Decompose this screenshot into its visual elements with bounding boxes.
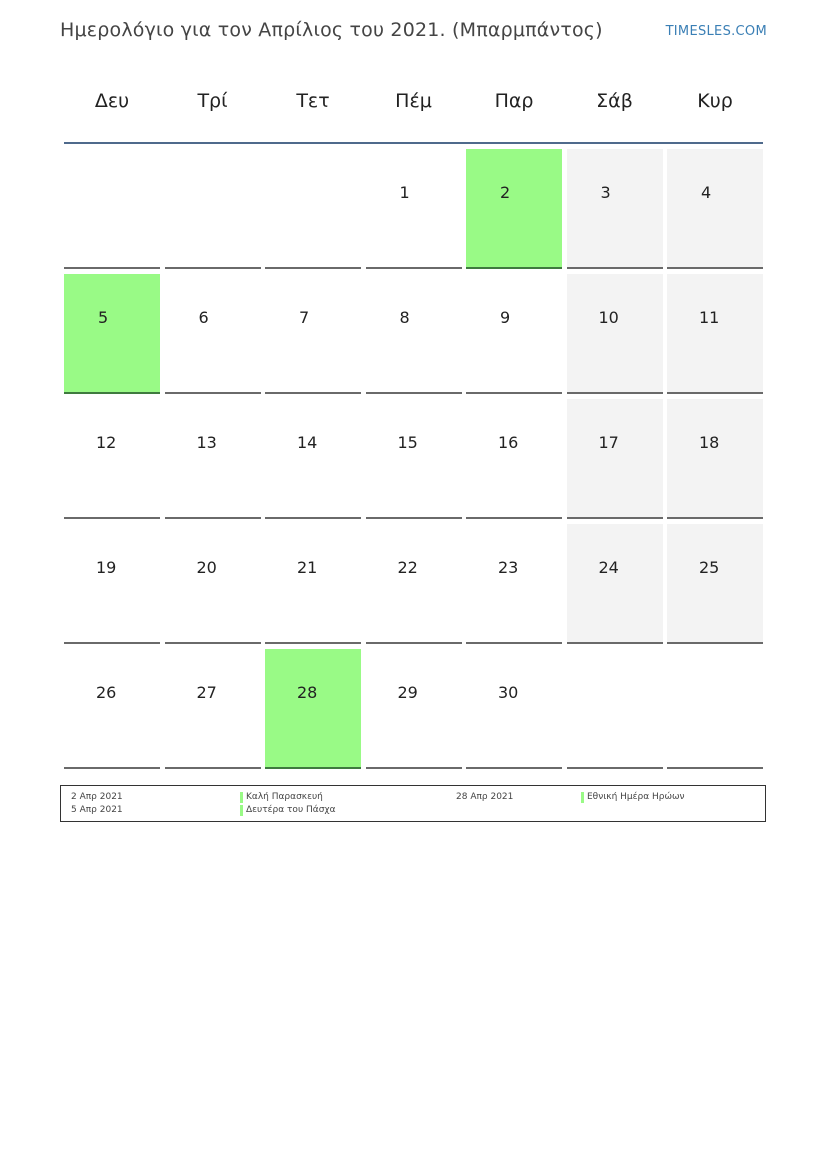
day-cell-23[interactable] xyxy=(466,524,562,644)
day-number: 9 xyxy=(500,308,511,327)
day-cell-13[interactable] xyxy=(165,399,261,519)
legend-date: 5 Απρ 2021 xyxy=(71,805,123,815)
legend-holiday-name: Εθνική Ημέρα Ηρώων xyxy=(581,792,685,802)
day-number: 7 xyxy=(299,308,310,327)
weekday-sun: Κυρ xyxy=(697,90,733,112)
day-number: 26 xyxy=(96,683,117,702)
day-cell-22[interactable] xyxy=(366,524,462,644)
day-cell-5[interactable] xyxy=(64,274,160,394)
day-cell-15[interactable] xyxy=(366,399,462,519)
day-number: 12 xyxy=(96,433,117,452)
empty-day-cell xyxy=(265,149,361,269)
legend-holiday-name: Καλή Παρασκευή xyxy=(240,792,323,802)
page-title: Ημερολόγιο για τον Απρίλιος του 2021. (Μπαρμπάντος) xyxy=(60,19,603,41)
day-number: 28 xyxy=(297,683,318,702)
day-number: 14 xyxy=(297,433,318,452)
day-number: 6 xyxy=(198,308,209,327)
day-cell-24[interactable] xyxy=(567,524,663,644)
day-cell-25[interactable] xyxy=(667,524,763,644)
day-cell-30[interactable] xyxy=(466,649,562,769)
day-cell-2[interactable] xyxy=(466,149,562,269)
day-cell-20[interactable] xyxy=(165,524,261,644)
day-cell-11[interactable] xyxy=(667,274,763,394)
day-cell-27[interactable] xyxy=(165,649,261,769)
day-cell-21[interactable] xyxy=(265,524,361,644)
day-cell-18[interactable] xyxy=(667,399,763,519)
calendar-grid xyxy=(64,149,763,770)
day-number: 17 xyxy=(598,433,619,452)
empty-day-cell xyxy=(64,149,160,269)
day-cell-10[interactable] xyxy=(567,274,663,394)
day-cell-26[interactable] xyxy=(64,649,160,769)
day-number: 10 xyxy=(598,308,619,327)
legend-holiday-name: Δευτέρα του Πάσχα xyxy=(240,805,336,815)
day-cell-9[interactable] xyxy=(466,274,562,394)
day-cell-14[interactable] xyxy=(265,399,361,519)
day-cell-19[interactable] xyxy=(64,524,160,644)
day-cell-4[interactable] xyxy=(667,149,763,269)
weekday-tue: Τρί xyxy=(197,90,228,112)
day-cell-3[interactable] xyxy=(567,149,663,269)
day-number: 30 xyxy=(498,683,519,702)
day-number: 11 xyxy=(699,308,720,327)
site-link[interactable]: TIMESLES.COM xyxy=(665,24,767,39)
day-number: 15 xyxy=(397,433,418,452)
day-cell-7[interactable] xyxy=(265,274,361,394)
weekday-fri: Παρ xyxy=(494,90,534,112)
day-cell-8[interactable] xyxy=(366,274,462,394)
day-number: 8 xyxy=(399,308,410,327)
day-cell-29[interactable] xyxy=(366,649,462,769)
day-cell-28[interactable] xyxy=(265,649,361,769)
empty-day-cell xyxy=(667,649,763,769)
day-cell-12[interactable] xyxy=(64,399,160,519)
weekday-sat: Σάβ xyxy=(596,90,633,112)
day-number: 1 xyxy=(399,183,410,202)
day-number: 2 xyxy=(500,183,511,202)
day-cell-1[interactable] xyxy=(366,149,462,269)
day-cell-17[interactable] xyxy=(567,399,663,519)
day-number: 16 xyxy=(498,433,519,452)
day-number: 27 xyxy=(196,683,217,702)
empty-day-cell xyxy=(165,149,261,269)
day-number: 20 xyxy=(196,558,217,577)
day-number: 23 xyxy=(498,558,519,577)
day-number: 25 xyxy=(699,558,720,577)
day-number: 19 xyxy=(96,558,117,577)
weekday-thu: Πέμ xyxy=(395,90,432,112)
day-number: 5 xyxy=(98,308,109,327)
weekday-header-row xyxy=(64,90,763,118)
day-cell-16[interactable] xyxy=(466,399,562,519)
holiday-legend xyxy=(60,785,766,822)
empty-day-cell xyxy=(567,649,663,769)
header-divider xyxy=(64,142,763,144)
legend-date: 28 Απρ 2021 xyxy=(456,792,514,802)
weekday-wed: Τετ xyxy=(296,90,330,112)
weekday-mon: Δευ xyxy=(94,90,130,112)
day-number: 24 xyxy=(598,558,619,577)
day-number: 22 xyxy=(397,558,418,577)
day-number: 29 xyxy=(397,683,418,702)
day-number: 18 xyxy=(699,433,720,452)
day-number: 4 xyxy=(701,183,712,202)
day-number: 21 xyxy=(297,558,318,577)
day-number: 13 xyxy=(196,433,217,452)
legend-date: 2 Απρ 2021 xyxy=(71,792,123,802)
day-cell-6[interactable] xyxy=(165,274,261,394)
day-number: 3 xyxy=(600,183,611,202)
